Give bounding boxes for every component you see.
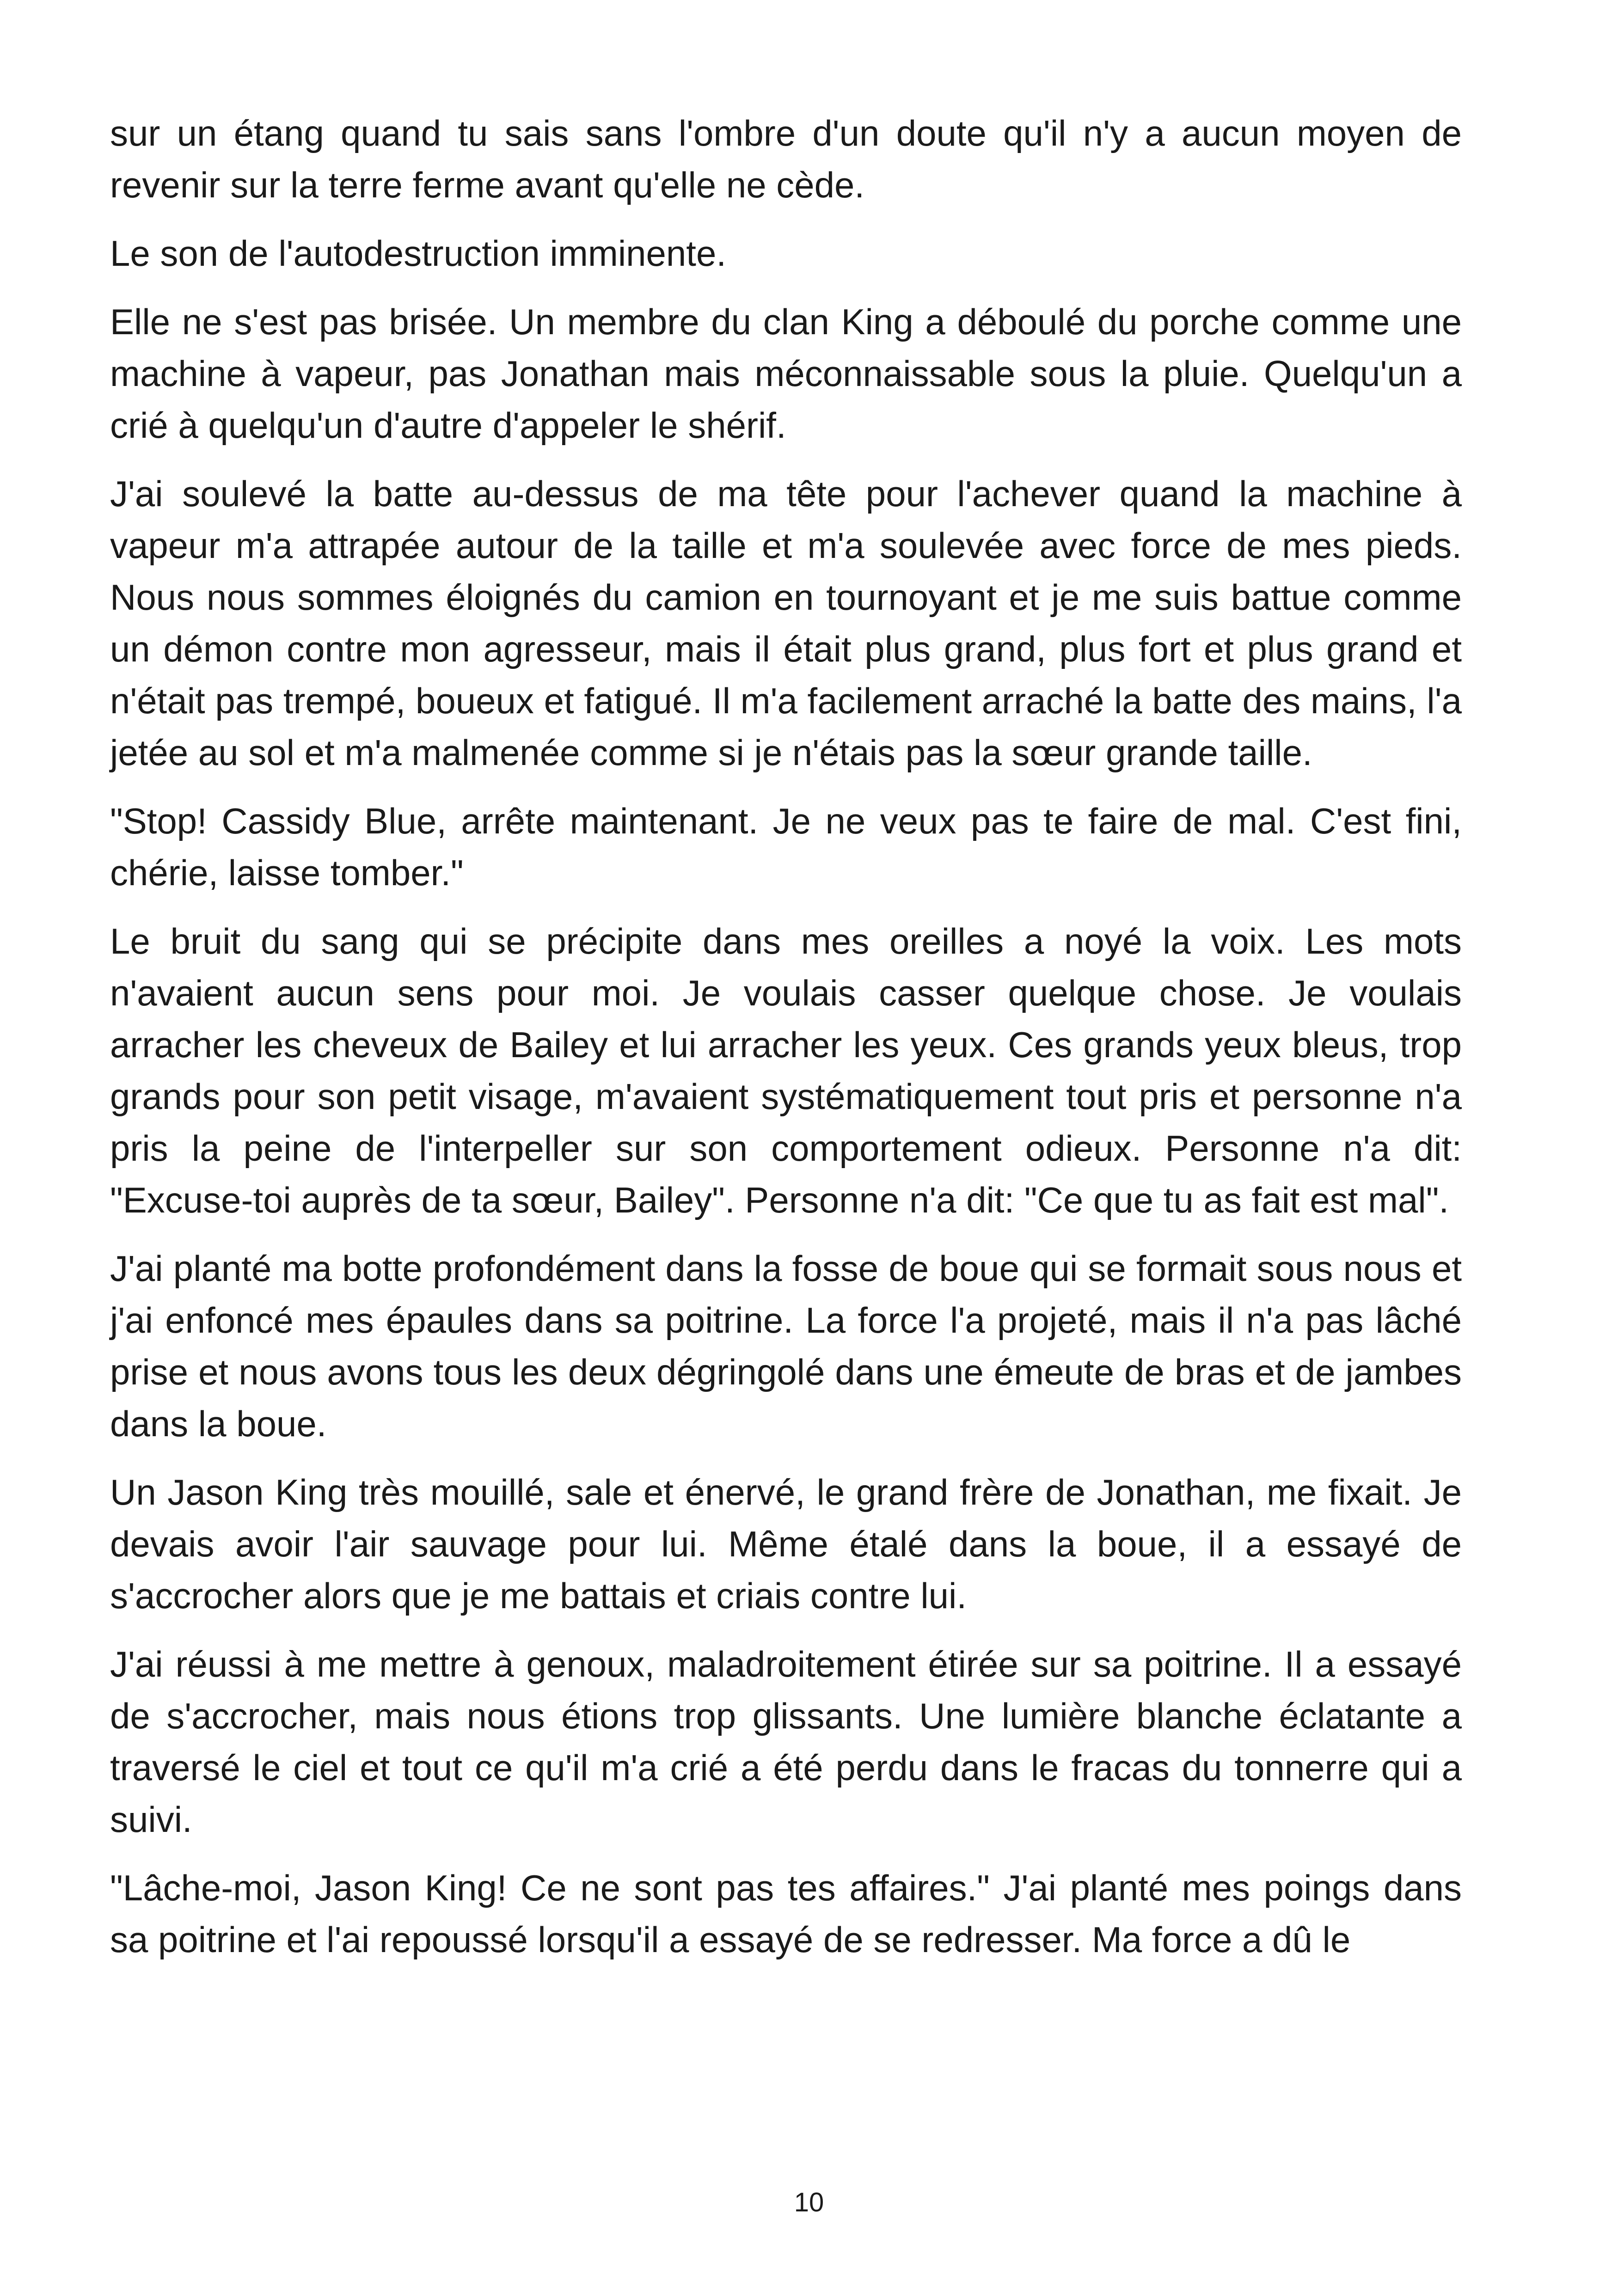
paragraph: Le son de l'autodestruction imminente. [110, 233, 727, 274]
paragraph: Elle ne s'est pas brisée. Un membre du clan King a déboulé du porche comme une machine à vapeur, pas Jonathan mais méconnaissable sous la pluie. Quelqu'un a crié à quelqu'un d'autre d'appeler le shérif. [110, 301, 1462, 446]
paragraph: sur un étang quand tu sais sans l'ombre d'un doute qu'il n'y a aucun moyen de revenir sur la terre ferme avant qu'elle ne cède. [110, 113, 1462, 205]
paragraph: J'ai planté ma botte profondément dans la fosse de boue qui se formait sous nous et j'ai enfoncé mes épaules dans sa poitrine. La force l'a projeté, mais il n'a pas lâché prise et nous avons tous les deux dégringolé dans une émeute de bras et de jambes dans la boue. [110, 1248, 1462, 1444]
paragraph: J'ai soulevé la batte au-dessus de ma tête pour l'achever quand la machine à vapeur m'a attrapée autour de la taille et m'a soulevée avec force de mes pieds. Nous nous sommes éloignés du camion en tournoyant et je me suis battue comme un démon contre mon agresseur, mais il était plus grand, plus fort et plus grand et n'était pas trempé, boueux et fatigué. Il m'a facilement arraché la batte des mains, l'a jetée au sol et m'a malmenée comme si je n'étais pas la sœur grande taille. [110, 473, 1462, 773]
paragraph: Un Jason King très mouillé, sale et énervé, le grand frère de Jonathan, me fixait. Je devais avoir l'air sauvage pour lui. Même étalé dans la boue, il a essayé de s'accrocher alors que je me battais et criais contre lui. [110, 1472, 1462, 1616]
body-text [110, 107, 1462, 1982]
paragraph: "Lâche-moi, Jason King! Ce ne sont pas tes affaires." J'ai planté mes poings dans sa poitrine et l'ai repoussé lorsqu'il a essayé de se redresser. Ma force a dû le [110, 1867, 1462, 1960]
paragraph: J'ai réussi à me mettre à genoux, maladroitement étirée sur sa poitrine. Il a essayé de s'accrocher, mais nous étions trop glissants. Une lumière blanche éclatante a traversé le ciel et tout ce qu'il m'a crié a été perdu dans le fracas du tonnerre qui a suivi. [110, 1644, 1462, 1840]
paragraph: "Stop! Cassidy Blue, arrête maintenant. Je ne veux pas te faire de mal. C'est fini, chérie, laisse tomber." [110, 801, 1462, 893]
paragraph: Le bruit du sang qui se précipite dans mes oreilles a noyé la voix. Les mots n'avaient aucun sens pour moi. Je voulais casser quelque chose. Je voulais arracher les cheveux de Bailey et lui arracher les yeux. Ces grands yeux bleus, trop grands pour son petit visage, m'avaient systématiquement tout pris et personne n'a pris la peine de l'interpeller sur son comportement odieux. Personne n'a dit: "Excuse-toi auprès de ta sœur, Bailey". Personne n'a dit: "Ce que tu as fait est mal". [110, 921, 1462, 1220]
page-number: 10 [794, 2187, 824, 2217]
